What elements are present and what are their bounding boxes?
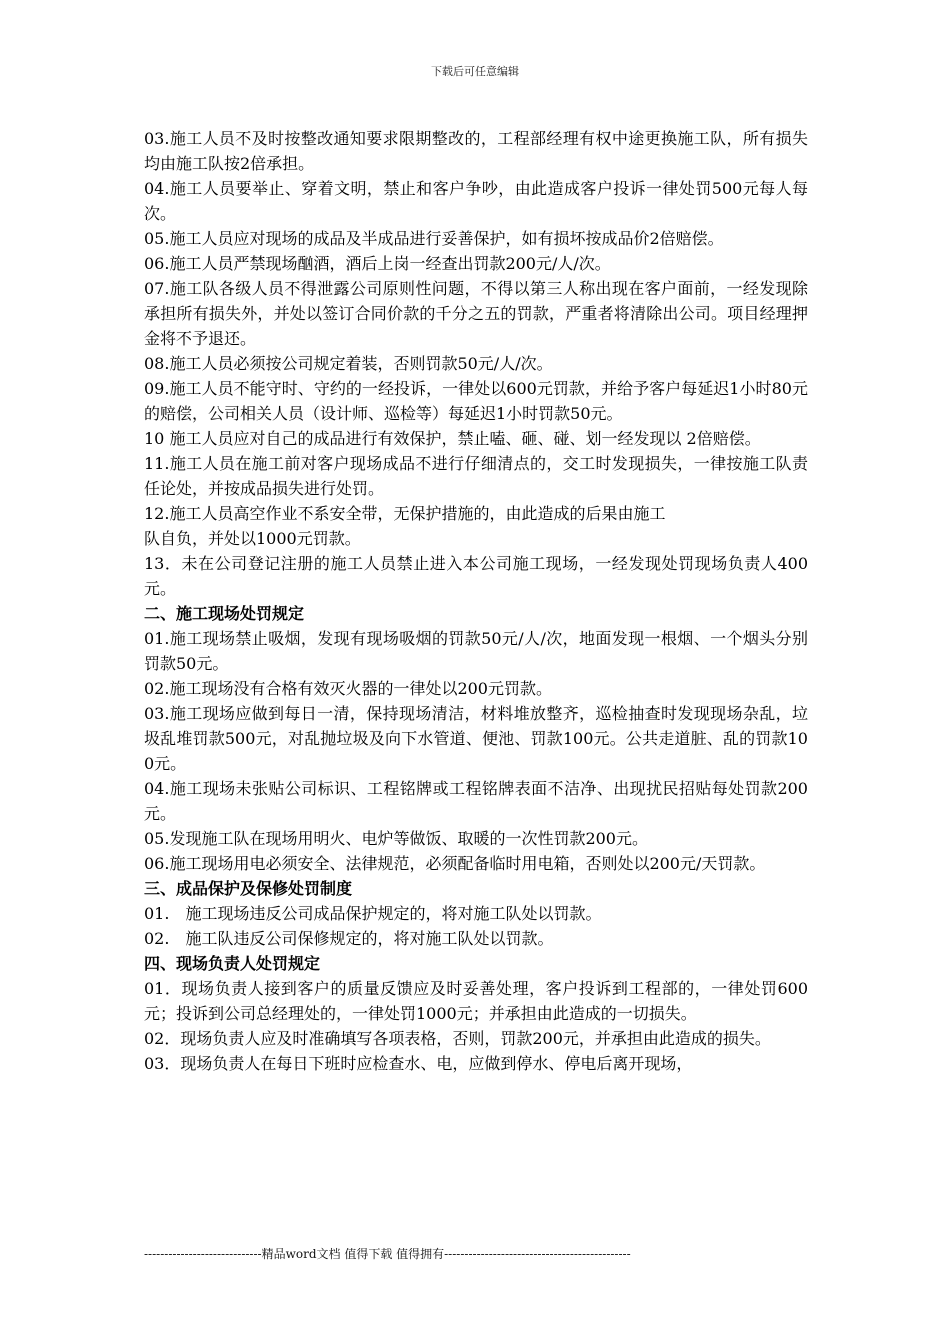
paragraph: 03.施工人员不及时按整改通知要求限期整改的，工程部经理有权中途更换施工队，所有损失均由施工队按2倍承担。 — [144, 129, 808, 173]
paragraph: 05.发现施工队在现场用明火、电炉等做饭、取暖的一次性罚款200元。 — [144, 829, 648, 848]
paragraph: 11.施工人员在施工前对客户现场成品不进行仔细清点的，交工时发现损失，一律按施工队责任论处，并按成品损失进行处罚。 — [144, 454, 808, 498]
paragraph: 07.施工队各级人员不得泄露公司原则性问题，不得以第三人称出现在客户面前，一经发现除承担所有损失外，并处以签订合同价款的千分之五的罚款，严重者将清除出公司。项目经理押金将不予退还。 — [144, 279, 808, 348]
paragraph: 09.施工人员不能守时、守约的一经投诉，一律处以600元罚款，并给予客户每延迟1小时80元的赔偿，公司相关人员（设计师、巡检等）每延迟1小时罚款50元。 — [144, 379, 808, 423]
paragraph: 03．现场负责人在每日下班时应检查水、电，应做到停水、停电后离开现场， — [144, 1054, 693, 1073]
paragraph: 08.施工人员必须按公司规定着装，否则罚款50元/人/次。 — [144, 354, 553, 373]
page-footer: -----------------------------精品word文档 值得下载 值得拥有---------------------------------------------- — [144, 1247, 631, 1261]
paragraph: 04.施工现场未张贴公司标识、工程铭牌或工程铭牌表面不洁净、出现扰民招贴每处罚款200元。 — [144, 779, 808, 823]
paragraph: 01. 施工现场违反公司成品保护规定的，将对施工队处以罚款。 — [144, 904, 602, 923]
paragraph: 02．现场负责人应及时准确填写各项表格，否则，罚款200元，并承担由此造成的损失。 — [144, 1029, 771, 1048]
paragraph: 06.施工人员严禁现场酗酒，酒后上岗一经查出罚款200元/人/次。 — [144, 254, 611, 273]
paragraph: 10 施工人员应对自己的成品进行有效保护，禁止嗑、砸、碰、划一经发现以 2倍赔偿。 — [144, 429, 761, 448]
paragraph: 06.施工现场用电必须安全、法律规范，必须配备临时用电箱，否则处以200元/天罚款。 — [144, 854, 766, 873]
paragraph: 01．现场负责人接到客户的质量反馈应及时妥善处理，客户投诉到工程部的，一律处罚600元；投诉到公司总经理处的，一律处罚1000元；并承担由此造成的一切损失。 — [144, 979, 808, 1023]
document-body — [144, 126, 808, 1076]
section-heading: 四、现场负责人处罚规定 — [144, 954, 321, 973]
paragraph: 03.施工现场应做到每日一清，保持现场清洁，材料堆放整齐，巡检抽查时发现现场杂乱，垃圾乱堆罚款500元，对乱抛垃圾及向下水管道、便池、罚款100元。公共走道脏、乱的罚款100元。 — [144, 704, 808, 773]
paragraph: 05.施工人员应对现场的成品及半成品进行妥善保护，如有损坏按成品价2倍赔偿。 — [144, 229, 724, 248]
section-heading: 二、施工现场处罚规定 — [144, 604, 305, 623]
paragraph: 02.施工现场没有合格有效灭火器的一律处以200元罚款。 — [144, 679, 552, 698]
page-header: 下载后可任意编辑 — [431, 65, 519, 78]
paragraph: 12.施工人员高空作业不系安全带，无保护措施的，由此造成的后果由施工 队自负，并处以1000元罚款。 — [144, 504, 666, 548]
paragraph: 02. 施工队违反公司保修规定的，将对施工队处以罚款。 — [144, 929, 554, 948]
section-heading: 三、成品保护及保修处罚制度 — [144, 879, 353, 898]
paragraph: 13．未在公司登记注册的施工人员禁止进入本公司施工现场，一经发现处罚现场负责人400元。 — [144, 554, 808, 598]
paragraph: 01.施工现场禁止吸烟，发现有现场吸烟的罚款50元/人/次，地面发现一根烟、一个烟头分别罚款50元。 — [144, 629, 808, 673]
paragraph: 04.施工人员要举止、穿着文明，禁止和客户争吵，由此造成客户投诉一律处罚500元每人每次。 — [144, 179, 808, 223]
